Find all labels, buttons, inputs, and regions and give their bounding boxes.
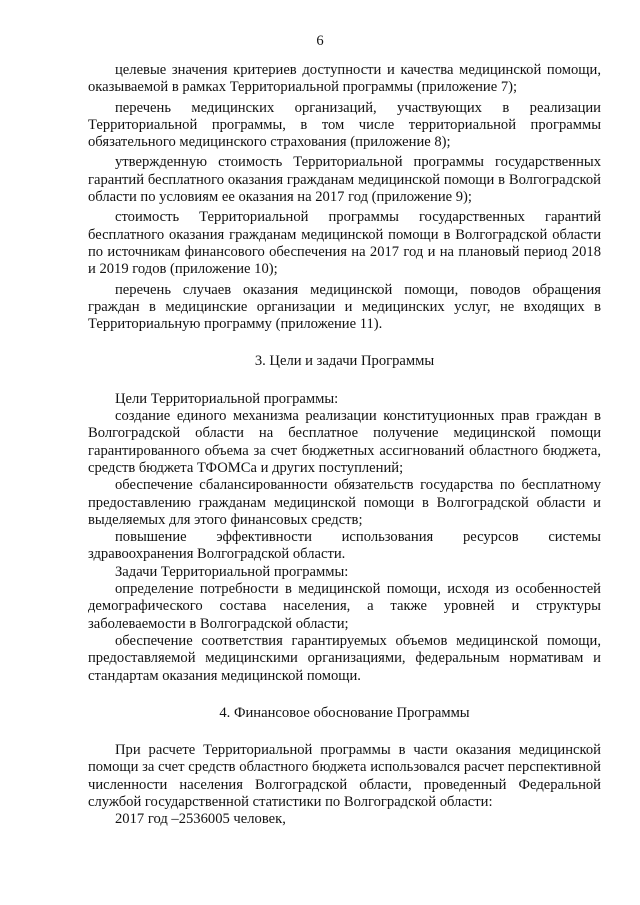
section-heading-finance: 4. Финансовое обоснование Программы [219,704,470,721]
paragraph-excluded-cases: перечень случаев оказания медицинской помощи, поводов обращения граждан в медицинские организации и медицинских услуг, не входящих в Территориальную программу (приложение 11). [88,281,601,333]
paragraph-goal-mechanism: создание единого механизма реализации конституционных прав граждан в Волгоградской области на бесплатное получение медицинской помощи гарантированного объема за счет бюджетных ассигнований областного бюджета, средств бюджета ТФОМСа и других поступлений; [88,408,601,476]
paragraph-finance-calc: При расчете Территориальной программы в части оказания медицинской помощи за счет средств областного бюджета использовался расчет перспективной численности населения Волгоградской области, проведенный Федеральной службой государственной статистики по Волгоградской области: [88,742,601,810]
page-number: 6 [316,33,324,49]
paragraph-approved-cost: утвержденную стоимость Территориальной программы государственных гарантий бесплатного оказания гражданам медицинской помощи в Волгоградской области по условиям ее оказания на 2017 год (приложение 9); [88,154,601,206]
paragraph-goal-efficiency: повышение эффективности использования ресурсов системы здравоохранения Волгоградской области. [88,529,601,563]
paragraph-tasks-intro: Задачи Территориальной программы: [115,563,349,580]
document-body [88,62,601,829]
paragraph-criteria: целевые значения критериев доступности и качества медицинской помощи, оказываемой в рамках Территориальной программы (приложение 7); [88,62,601,96]
paragraph-task-demand: определение потребности в медицинской помощи, исходя из особенностей демографического состава населения, а также уровней и структуры заболеваемости в Волгоградской области; [88,581,601,632]
paragraph-population-2017: 2017 год –2536005 человек, [115,811,286,828]
paragraph-organizations-list: перечень медицинских организаций, участвующих в реализации Территориальной программы, в том числе территориальной программы обязательного медицинского страхования (приложение 8); [88,99,601,151]
paragraph-goals-intro: Цели Территориальной программы: [115,390,339,407]
paragraph-task-compliance: обеспечение соответствия гарантируемых объемов медицинской помощи, предоставляемой медицинскими организациями, федеральным нормативам и стандартам оказания медицинской помощи. [88,632,601,684]
paragraph-goal-balance: обеспечение сбалансированности обязательств государства по бесплатному предоставлению гражданам медицинской помощи в Волгоградской области и выделяемых для этого финансовых средств; [88,477,601,528]
paragraph-cost-by-source: стоимость Территориальной программы государственных гарантий бесплатного оказания гражданам медицинской помощи в Волгоградской области по источникам финансового обеспечения на 2017 год и на плановый период 2018 и 2019 годов (приложение 10); [88,209,601,278]
section-heading-goals: 3. Цели и задачи Программы [254,353,435,370]
